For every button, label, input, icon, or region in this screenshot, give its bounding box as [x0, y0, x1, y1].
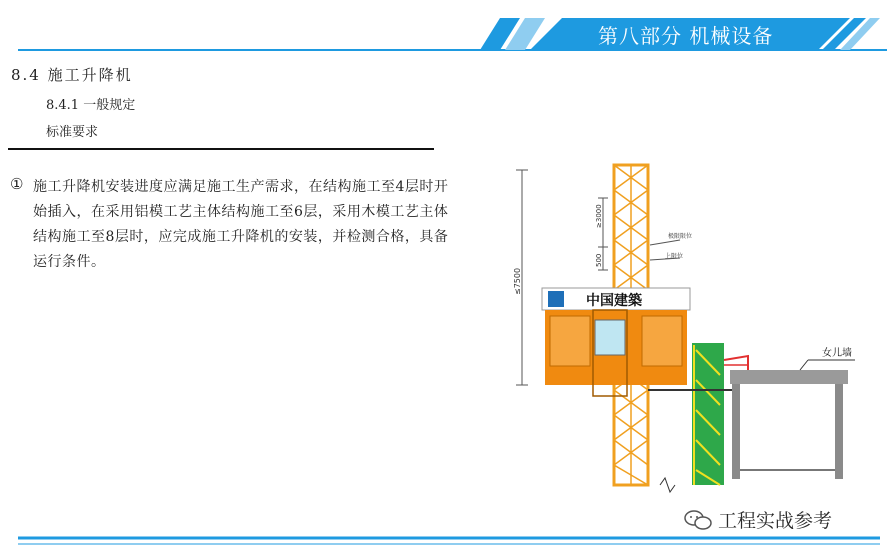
parapet-label: 女儿墙 [822, 348, 852, 359]
footer-band [0, 530, 887, 558]
limit-label-1: 极限限位 [668, 233, 693, 240]
dimension-upper [595, 198, 608, 270]
watermark-text: 工程实战参考 [718, 510, 833, 532]
subsection-title: 8.4.1 一般规定 [46, 98, 136, 113]
section-title: 8.4 施工升降机 [11, 66, 133, 84]
dimension-total [513, 170, 528, 385]
divider [8, 148, 434, 150]
dim-top-label: ≥3000 [595, 204, 603, 228]
cab-sign [542, 288, 690, 310]
hoist-cab [545, 310, 687, 396]
requirement-label: 标准要求 [46, 125, 99, 140]
hoist-diagram [510, 160, 870, 495]
dim-mid-label: 500 [595, 253, 603, 267]
item-text: 施工升降机安装进度应满足施工生产需求，在结构施工至4层时开始插入，在采用铝模工艺主体结构施工至6层，采用木模工艺主体结构施工至8层时，应完成施工升降机的安装，并检测合格，具备运行条件。 [33, 179, 449, 270]
cab-brand-text: 中国建築 [586, 293, 642, 309]
header-title: 第八部分 机械设备 [598, 24, 774, 48]
limit-label-2: 上限位 [665, 253, 684, 260]
watermark [684, 506, 832, 533]
dim-total-label: ≤7500 [513, 267, 522, 295]
item-marker: ① [10, 175, 24, 193]
floor-gate [692, 343, 724, 485]
wechat-icon [684, 509, 712, 531]
